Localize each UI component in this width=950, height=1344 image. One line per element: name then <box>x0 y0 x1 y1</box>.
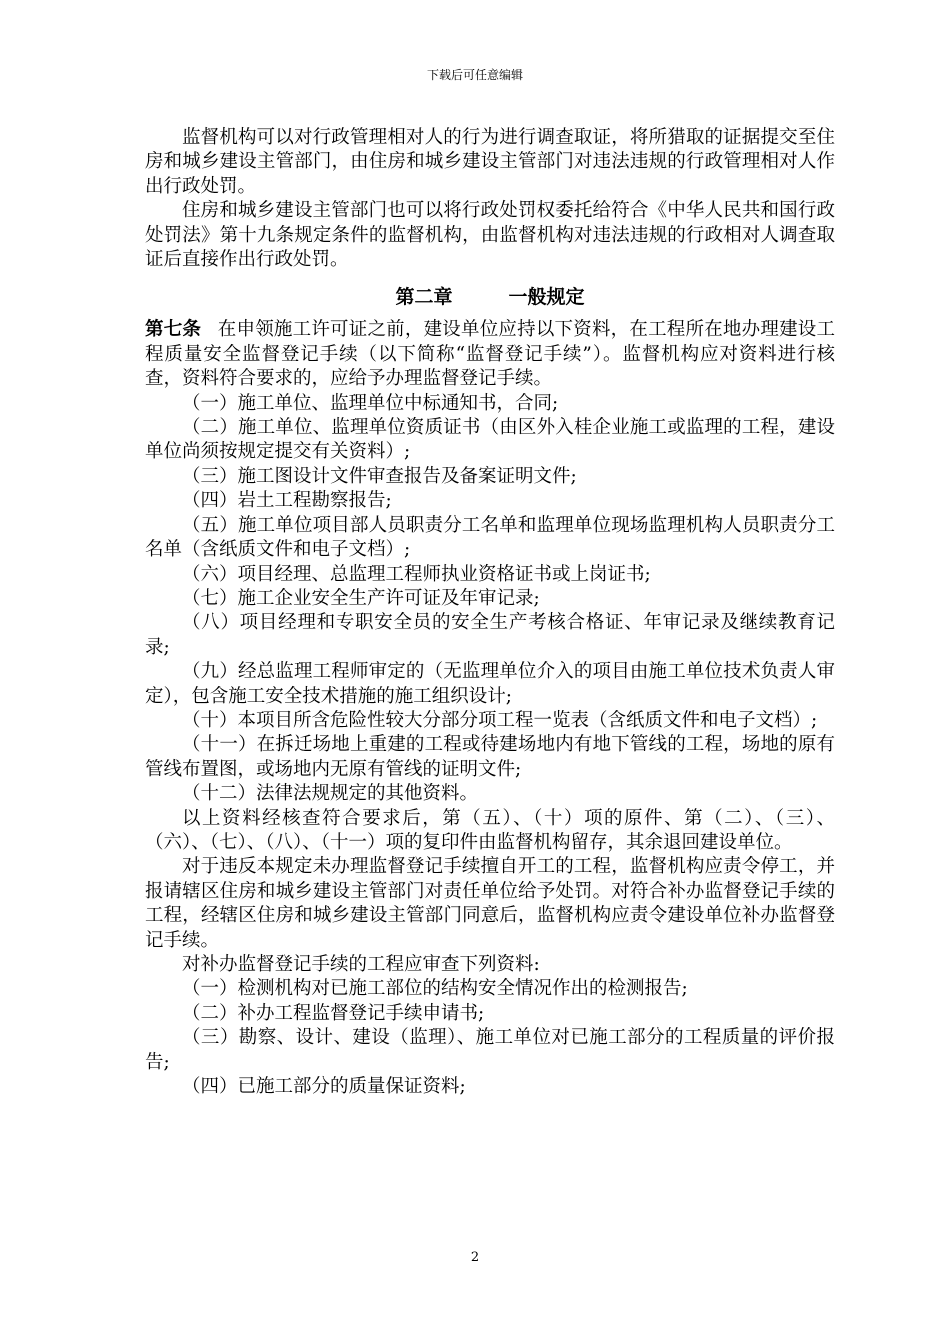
list-item: （三）勘察、设计、建设（监理）、施工单位对已施工部分的工程质量的评价报告; <box>145 1027 835 1073</box>
list-item: （一）施工单位、监理单位中标通知书，合同; <box>182 392 559 414</box>
list-item: （五）施工单位项目部人员职责分工名单和监理单位现场监理机构人员职责分工名单（含纸质文件和电子文档）; <box>145 514 835 561</box>
list-item: （九）经总监理工程师审定的（无监理单位介入的项目由施工单位技术负责人审定），包含施工安全技术措施的施工组织设计; <box>145 661 835 707</box>
page-header: 下载后可任意编辑 <box>426 68 523 82</box>
article-paragraph <box>145 318 835 391</box>
list-item: （六）项目经理、总监理工程师执业资格证书或上岗证书; <box>182 563 651 585</box>
list-item: （十）本项目所含危险性较大分部分项工程一览表（含纸质文件和电子文档）; <box>182 709 818 731</box>
list-item: （四）已施工部分的质量保证资料; <box>182 1076 466 1098</box>
paragraph: 对补办监督登记手续的工程应审查下列资料: <box>182 954 540 975</box>
paragraph: 监督机构可以对行政管理相对人的行为进行调查取证，将所猎取的证据提交至住房和城乡建设主管部门，由住房和城乡建设主管部门对违法违规的行政管理相对人作出行政处罚。 <box>145 127 835 197</box>
document-body <box>145 126 835 1099</box>
paragraph: 对于违反本规定未办理监督登记手续擅自开工的工程，监督机构应责令停工，并报请辖区住房和城乡建设主管部门对责任单位给予处罚。对符合补办监督登记手续的工程，经辖区住房和城乡建设主管部门同意后，监督机构应责令建设单位补办监督登记手续。 <box>145 856 835 951</box>
paragraph: 以上资料经核查符合要求后，第（五）、（十）项的原件、第（二）、（三）、（六）、（七）、（八）、（十一）项的复印件由监督机构留存，其余退回建设单位。 <box>145 807 835 853</box>
chapter-heading <box>145 284 835 310</box>
list-item: （八）项目经理和专职安全员的安全生产考核合格证、年审记录及继续教育记录; <box>145 612 835 658</box>
list-item: （一）检测机构对已施工部位的结构安全情况作出的检测报告; <box>182 978 688 1000</box>
article-text: 在申领施工许可证之前，建设单位应持以下资料，在工程所在地办理建设工程质量安全监督登记手续（以下简称“监督登记手续”）。监督机构应对资料进行核查，资料符合要求的，应给予办理监督登记手续。 <box>145 319 835 390</box>
paragraph: 住房和城乡建设主管部门也可以将行政处罚权委托给符合《中华人民共和国行政处罚法》第十九条规定条件的监督机构，由监督机构对违法违规的行政相对人调查取证后直接作出行政处罚。 <box>145 200 835 271</box>
list-item: （七）施工企业安全生产许可证及年审记录; <box>182 587 540 609</box>
chapter-title: 一般规定 <box>508 286 585 309</box>
list-item: （十一）在拆迁场地上重建的工程或待建场地内有地下管线的工程，场地的原有管线布置图，或场地内无原有管线的证明文件; <box>145 734 835 780</box>
chapter-number: 第二章 <box>395 286 453 309</box>
article-label: 第七条 <box>145 319 202 341</box>
page-number: 2 <box>470 1250 480 1265</box>
list-item: （十二）法律法规规定的其他资料。 <box>182 783 479 805</box>
list-item: （二）补办工程监督登记手续申请书; <box>182 1002 485 1024</box>
list-item: （四）岩土工程勘察报告; <box>182 490 392 512</box>
list-item: （三）施工图设计文件审查报告及备案证明文件; <box>182 465 577 487</box>
list-item: （二）施工单位、监理单位资质证书（由区外入桂企业施工或监理的工程，建设单位尚须按规定提交有关资料）; <box>145 417 835 463</box>
